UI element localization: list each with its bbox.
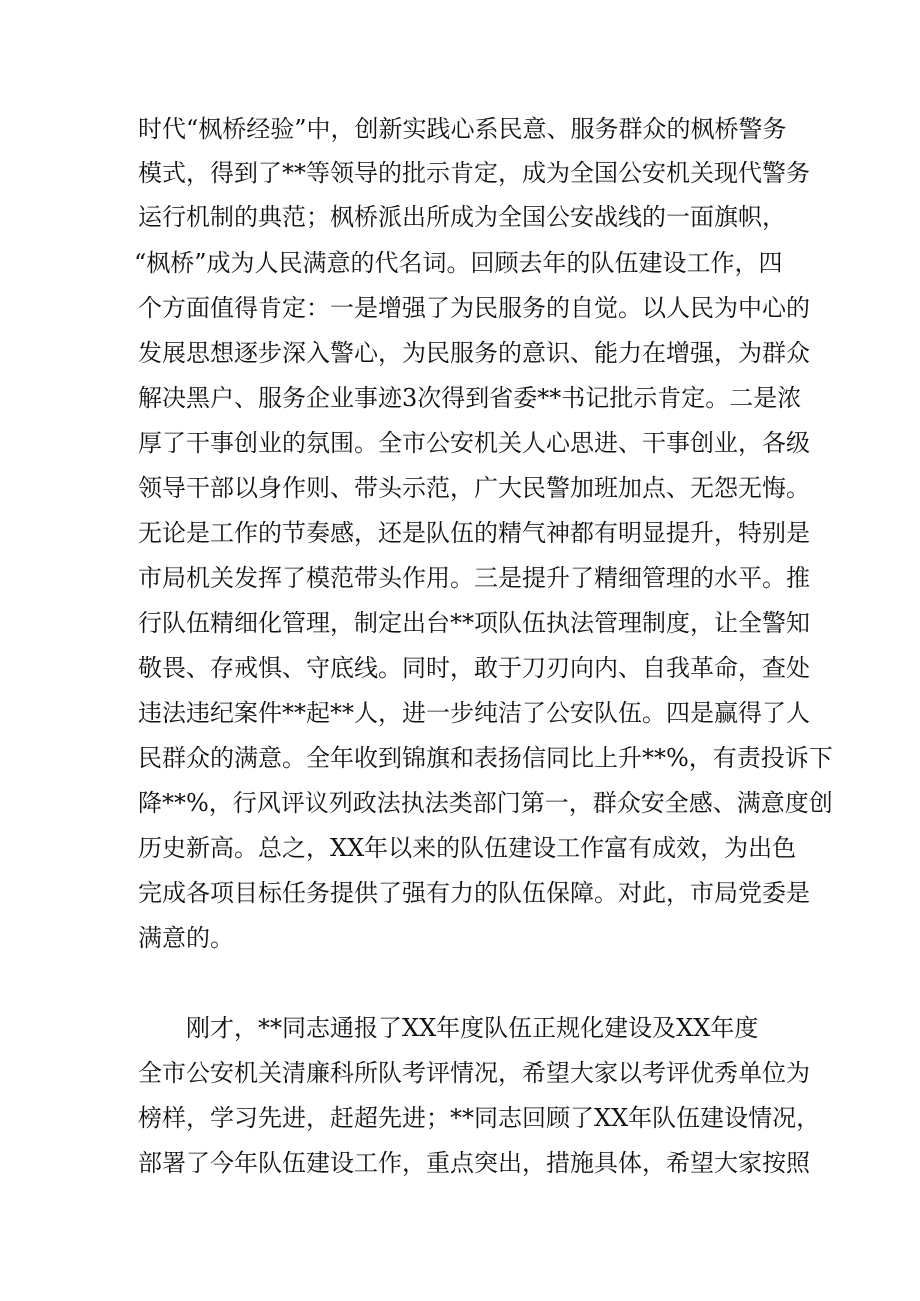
text-line: 厚了干事创业的氛围。全市公安机关人心思进、干事创业，各级 <box>138 429 810 457</box>
text-line: 满意的。 <box>138 924 234 952</box>
text-line: 市局机关发挥了模范带头作用。三是提升了精细管理的水平。推 <box>138 564 810 592</box>
text-line: 全市公安机关清廉科所队考评情况，希望大家以考评优秀单位为 <box>138 1059 810 1087</box>
text-line: 运行机制的典范；枫桥派出所成为全国公安战线的一面旗帜， <box>138 203 786 231</box>
text-line: 历史新高。总之，XX年以来的队伍建设工作富有成效，为出色 <box>138 834 797 862</box>
text-line: 发展思想逐步深入警心，为民服务的意识、能力在增强，为群众 <box>138 339 810 367</box>
text-line: 无论是工作的节奏感，还是队伍的精气神都有明显提升，特别是 <box>138 519 810 547</box>
text-line: 部署了今年队伍建设工作，重点突出，措施具体，希望大家按照 <box>138 1149 810 1177</box>
text-line: 民群众的满意。全年收到锦旗和表扬信同比上升**%，有责投诉下 <box>138 744 833 772</box>
text-line: 个方面值得肯定：一是增强了为民服务的自觉。以人民为中心的 <box>138 294 810 322</box>
text-line: 领导干部以身作则、带头示范，广大民警加班加点、无怨无悔。 <box>138 474 810 502</box>
text-line: 时代“枫桥经验”中，创新实践心系民意、服务群众的枫桥警务 <box>138 115 787 143</box>
text-line: 行队伍精细化管理，制定出台**项队伍执法管理制度，让全警知 <box>138 609 810 637</box>
text-line: 敬畏、存戒惧、守底线。同时，敢于刀刃向内、自我革命，查处 <box>138 654 810 682</box>
text-line: “枫桥”成为人民满意的代名词。回顾去年的队伍建设工作，四 <box>134 249 783 277</box>
text-line: 完成各项目标任务提供了强有力的队伍保障。对此，市局党委是 <box>138 879 810 907</box>
text-line: 违法违纪案件**起**人，进一步纯洁了公安队伍。四是赢得了人 <box>138 699 810 727</box>
text-line: 解决黑户、服务企业事迹3次得到省委**书记批示肯定。二是浓 <box>138 384 802 412</box>
text-line: 刚才，**同志通报了XX年度队伍正规化建设及XX年度 <box>186 1014 759 1042</box>
text-line: 模式，得到了**等领导的批示肯定，成为全国公安机关现代警务 <box>138 159 810 187</box>
text-line: 榜样，学习先进，赶超先进；**同志回顾了XX年队伍建设情况， <box>138 1104 821 1132</box>
text-line: 降**%，行风评议列政法执法类部门第一，群众安全感、满意度创 <box>138 789 833 817</box>
